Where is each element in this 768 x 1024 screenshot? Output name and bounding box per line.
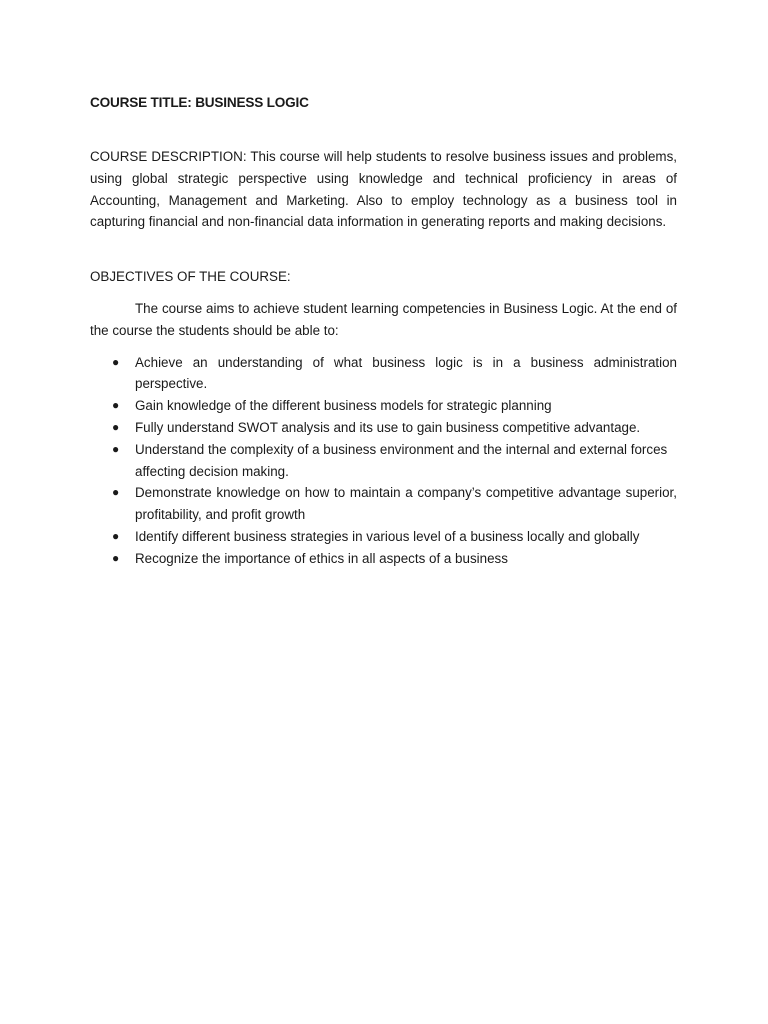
objective-text-continuation: affecting decision making. [135, 463, 289, 479]
objective-text: Demonstrate knowledge on how to maintain a company’s competitive advantage superior, profitability, and profit growth [135, 485, 677, 523]
objective-text: Recognize the importance of ethics in all aspects of a business [135, 550, 508, 566]
objectives-intro: The course aims to achieve student learning competencies in Business Logic. At the end of the course the students should be able to: [90, 300, 677, 338]
objective-item [90, 395, 677, 417]
objective-item [90, 526, 677, 548]
course-description: COURSE DESCRIPTION: This course will help students to resolve business issues and problems, using global strategic perspective using knowledge and technical proficiency in areas of Accounting, Management and Marketing. Also to employ technology as a business tool in capturing financial and non-financial data information in generating reports and making decisions. [90, 149, 677, 230]
objective-text: Identify different business strategies in various level of a business locally and globally [135, 528, 640, 544]
objectives-list [90, 352, 677, 570]
objective-text: Fully understand SWOT analysis and its use to gain business competitive advantage. [135, 419, 641, 435]
document-page [90, 92, 677, 570]
objective-item [90, 352, 677, 396]
bullet-icon: ● [112, 441, 120, 456]
objective-item [90, 548, 677, 570]
bullet-icon: ● [112, 550, 120, 565]
objective-item [90, 482, 677, 526]
objective-text: Achieve an understanding of what business logic is in a business administration perspective. [135, 354, 677, 392]
objective-item [90, 439, 677, 483]
bullet-icon: ● [112, 528, 120, 543]
bullet-icon: ● [112, 419, 120, 434]
objective-text: Gain knowledge of the different business models for strategic planning [135, 398, 552, 414]
course-title: COURSE TITLE: BUSINESS LOGIC [90, 95, 309, 110]
bullet-icon: ● [112, 485, 120, 500]
objectives-heading: OBJECTIVES OF THE COURSE: [90, 269, 291, 285]
objective-text: Understand the complexity of a business environment and the internal and external forces [135, 441, 668, 457]
bullet-icon: ● [112, 398, 120, 413]
objective-item [90, 417, 677, 439]
bullet-icon: ● [112, 354, 120, 369]
